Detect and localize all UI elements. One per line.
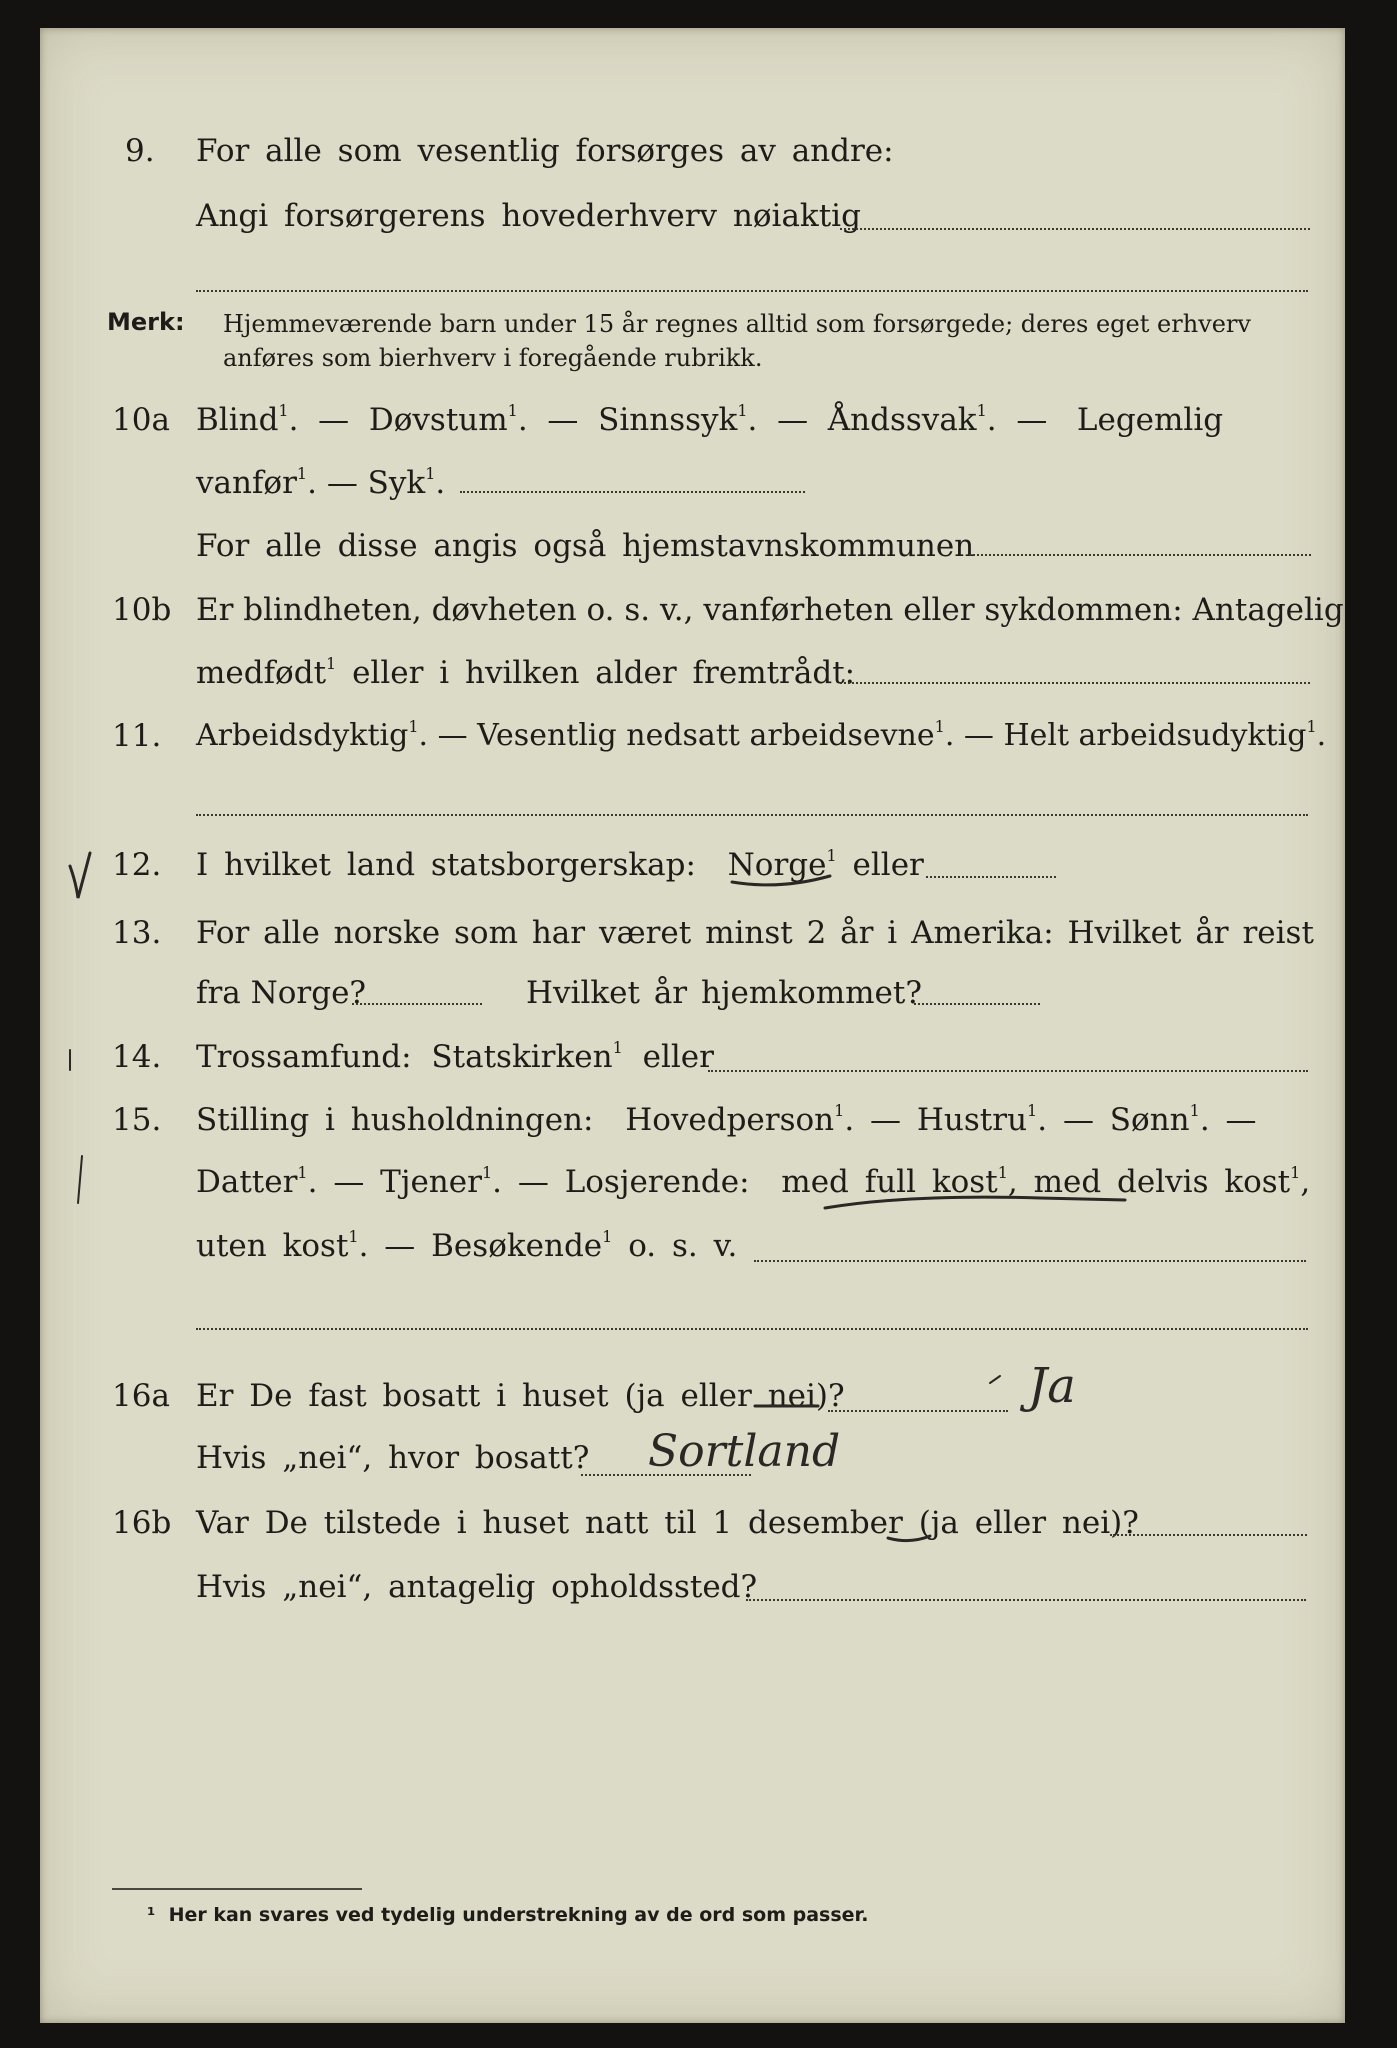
- merk-line1: Hjemmeværende barn under 15 år regnes alltid som forsørgede; deres eget erhverv: [223, 310, 1251, 338]
- q16b-number: 16b: [112, 1505, 172, 1541]
- q10a-line1: Blind$^1$. — Døvstum$^1$. — Sinnssyk$^1$. — Åndssvak$^1$. — Legemlig: [196, 401, 1224, 438]
- q16a-number: 16a: [112, 1378, 170, 1414]
- footnote: ¹ Her kan svares ved tydelig understrekning av de ord som passer.: [147, 1904, 869, 1926]
- census-form-page: [40, 28, 1345, 2023]
- q13-line2b: Hvilket år hjemkommet?: [526, 975, 922, 1011]
- q12-number: 12.: [112, 847, 162, 883]
- q13-line2a: fra Norge?: [196, 975, 367, 1011]
- q13-line1: For alle norske som har været minst 2 år i Amerika: Hvilket år reist: [196, 915, 1314, 951]
- q10b-number: 10b: [112, 592, 172, 628]
- q16b-line2: Hvis „nei“, antagelig opholdssted?: [196, 1569, 758, 1605]
- q16a-handwritten-answer: Ja: [1028, 1358, 1076, 1414]
- q15-line3: uten kost$^1$. — Besøkende$^1$ o. s. v.: [196, 1227, 738, 1264]
- q10b-line1: Er blindheten, døvheten o. s. v., vanførheten eller sykdommen: Antagelig: [196, 592, 1344, 628]
- q11-number: 11.: [112, 718, 162, 754]
- q14-line: Trossamfund: Statskirken$^1$ eller: [196, 1038, 714, 1075]
- q9-number: 9.: [125, 133, 155, 169]
- q11-line: Arbeidsdyktig$^1$. — Vesentlig nedsatt arbeidsevne$^1$. — Helt arbeidsudyktig$^1$.: [196, 717, 1327, 753]
- q15-number: 15.: [112, 1102, 162, 1138]
- q10a-line3: For alle disse angis også hjemstavnskommunen: [196, 528, 975, 564]
- merk-line2: anføres som bierhverv i foregående rubrikk.: [223, 344, 763, 372]
- q15-line1: Stilling i husholdningen: Hovedperson$^1$. — Hustru$^1$. — Sønn$^1$. —: [196, 1101, 1257, 1138]
- q10b-line2: medfødt$^1$ eller i hvilken alder fremtrådt:: [196, 654, 856, 691]
- q16b-line1: Var De tilstede i huset natt til 1 desember (ja eller nei)?: [196, 1505, 1139, 1541]
- q9-line2: Angi forsørgerens hovederhverv nøiaktig: [196, 198, 861, 234]
- q12-line: I hvilket land statsborgerskap: Norge$^1$ eller: [196, 846, 924, 883]
- q12-norge-option[interactable]: Norge: [727, 847, 827, 883]
- q14-number: 14.: [112, 1039, 162, 1075]
- q16a-line2: Hvis „nei“, hvor bosatt?: [196, 1440, 590, 1476]
- q16a-handwritten-place: Sortland: [648, 1426, 841, 1477]
- stroke-ja-underline: [990, 1376, 1000, 1383]
- underline-norge: [732, 876, 830, 885]
- q10a-number: 10a: [112, 402, 170, 438]
- check-mark-q15: [78, 1156, 82, 1203]
- underline-losjerende: [825, 1197, 1125, 1208]
- merk-label: Merk:: [107, 308, 185, 336]
- q13-number: 13.: [112, 915, 162, 951]
- underline-ja: [888, 1536, 930, 1541]
- check-mark-q12: [70, 853, 90, 898]
- q16a-line1: Er De fast bosatt i huset (ja eller nei)?: [196, 1378, 845, 1414]
- pen-marks: [40, 28, 1345, 2023]
- q10a-line2: vanfør$^1$. — Syk$^1$.: [196, 464, 446, 501]
- q9-line1: For alle som vesentlig forsørges av andre:: [196, 133, 894, 169]
- q15-line2: Datter$^1$. — Tjener$^1$. — Losjerende: med full kost$^1$, med delvis kost$^1$,: [196, 1163, 1311, 1200]
